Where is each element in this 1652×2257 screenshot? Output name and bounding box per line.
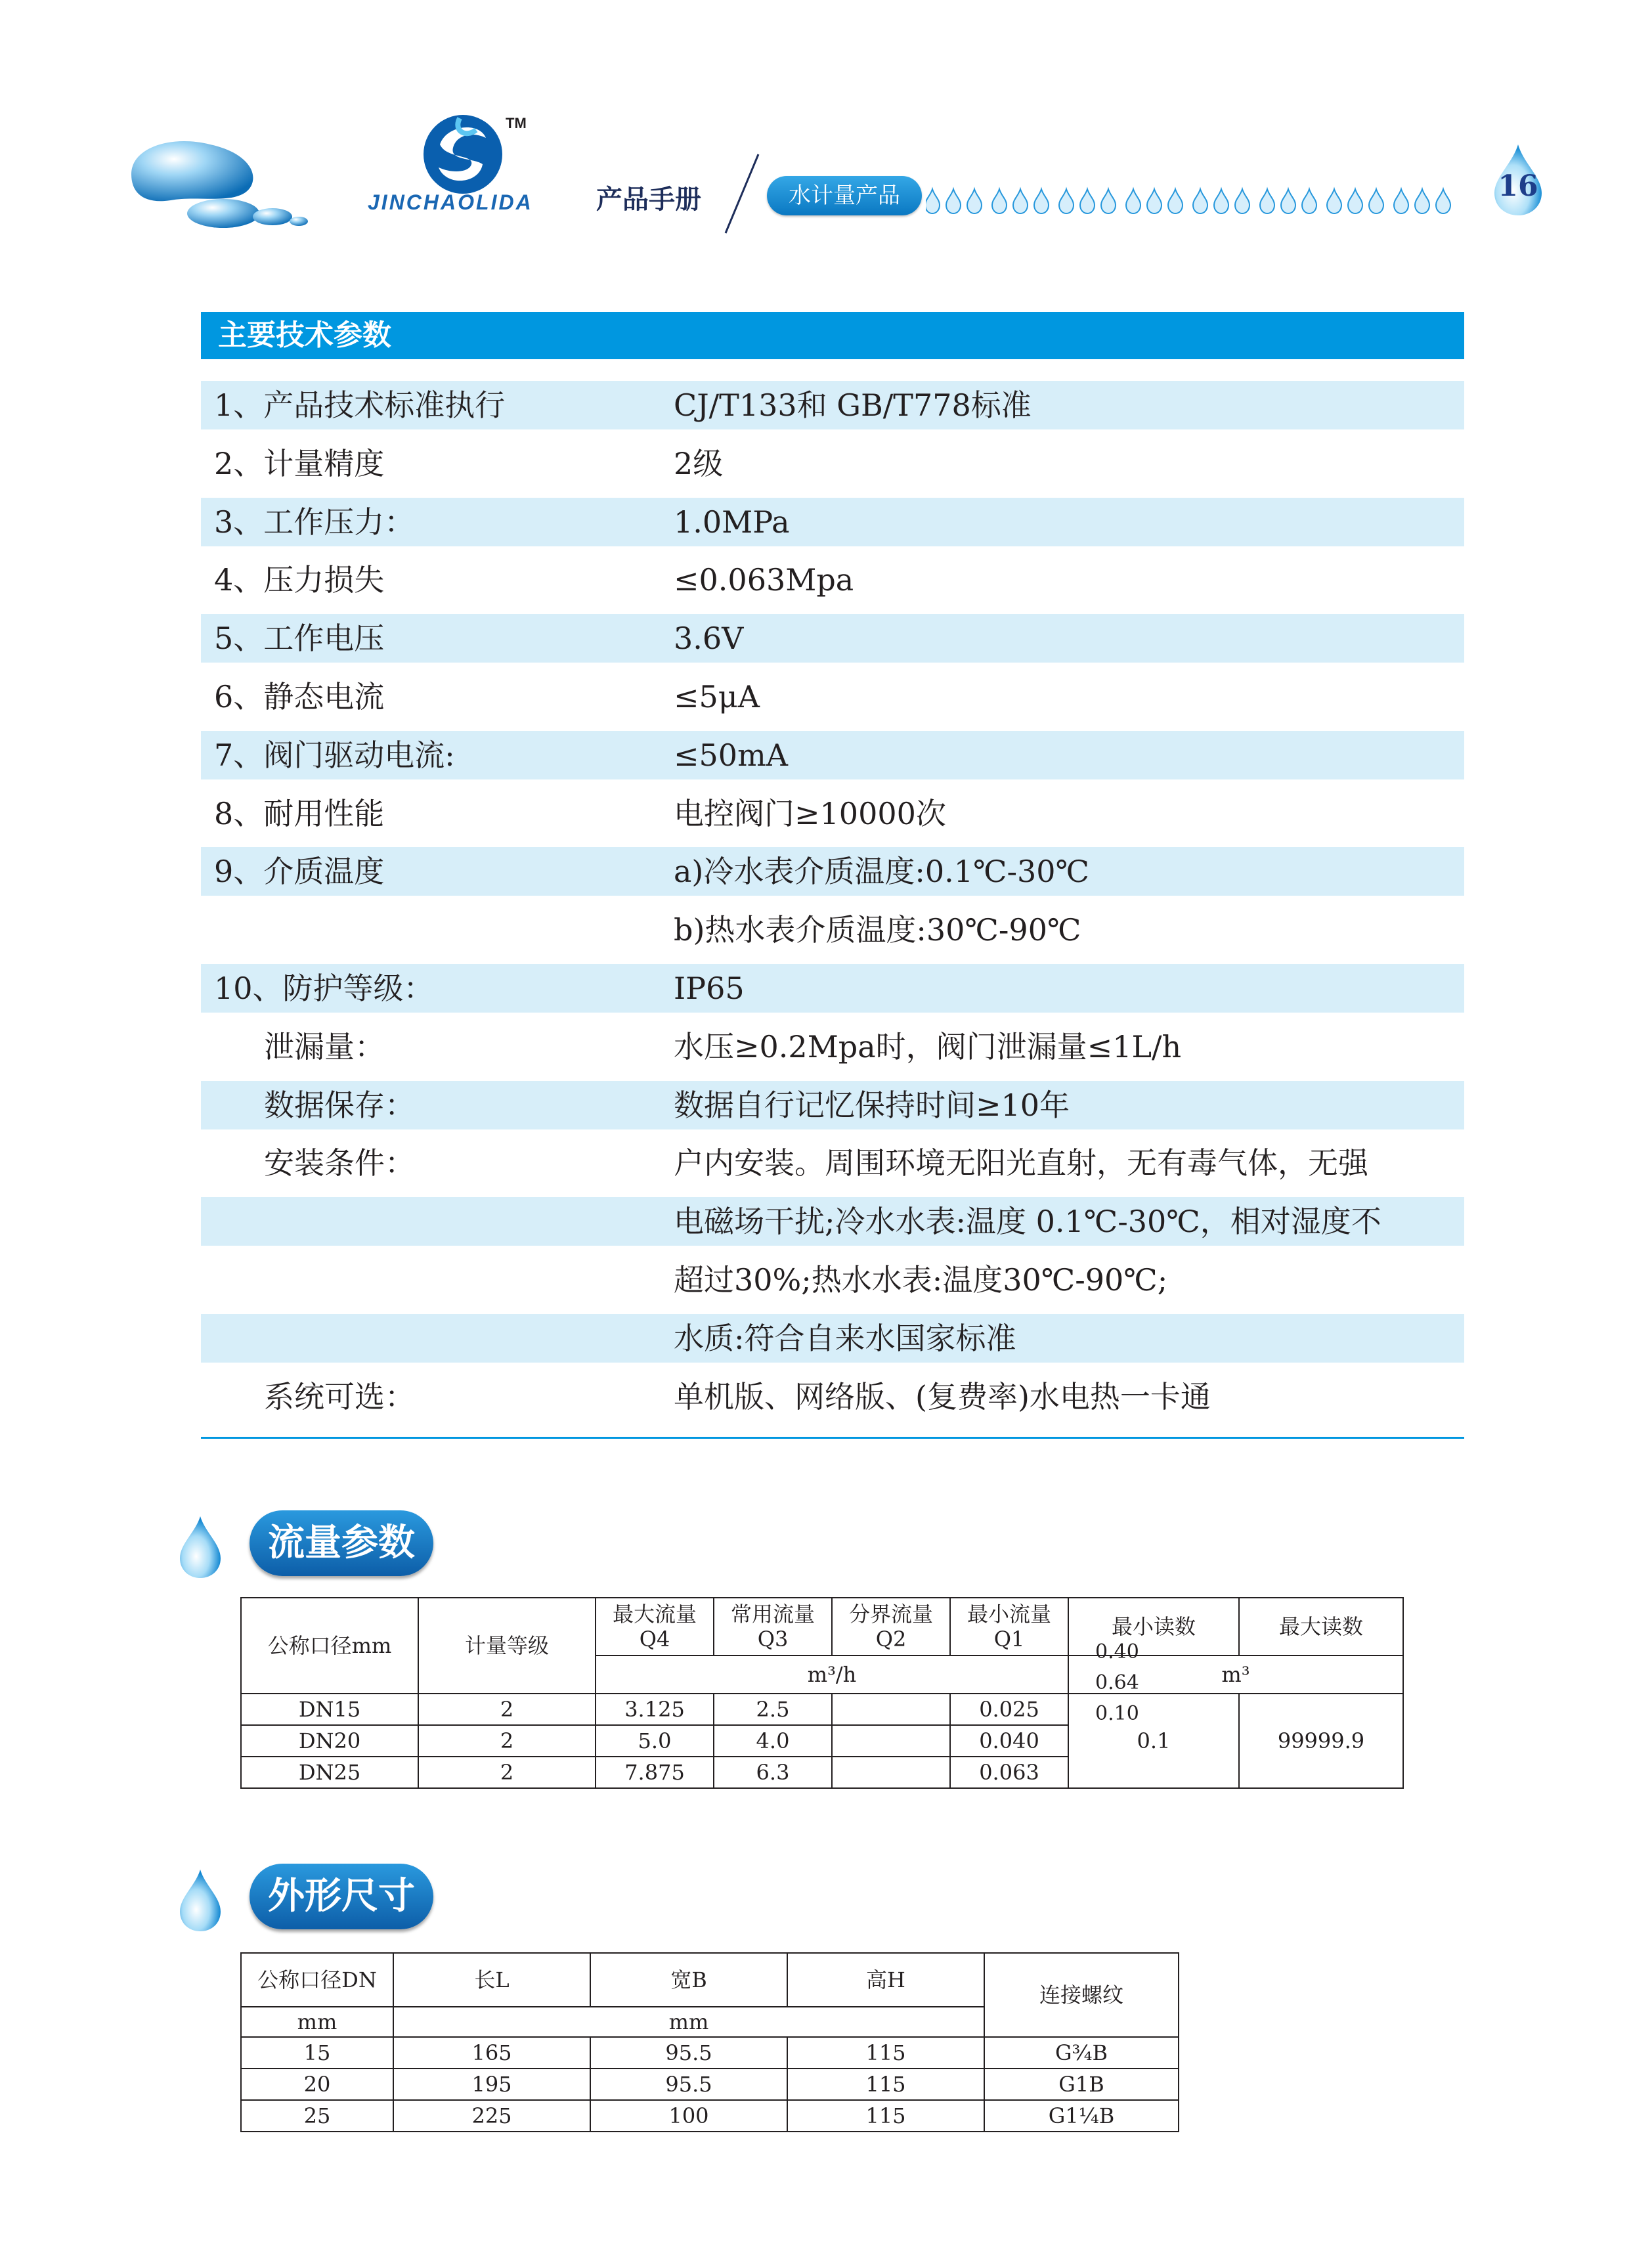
header-min-read: 最小读数: [1068, 1598, 1239, 1655]
cell-grade: 2: [418, 1694, 596, 1725]
spec-row: [201, 498, 1464, 546]
cell-grade: 2: [418, 1757, 596, 1788]
spec-value: ≤0.063Mpa: [674, 562, 854, 598]
cell-length: 225: [393, 2100, 590, 2132]
cell-q1: 0.063: [950, 1757, 1068, 1788]
cell-length: 195: [393, 2069, 590, 2100]
header-height: 高H: [787, 1953, 984, 2007]
cell-q2: [832, 1694, 950, 1725]
spec-value: 3.6V: [674, 621, 744, 657]
small-drop-icon: [1235, 189, 1250, 213]
small-drop-icon: [1168, 189, 1183, 213]
small-drop-icon: [967, 189, 982, 213]
dims-section-title: 外形尺寸: [250, 1864, 433, 1929]
jinchaolida-logo-icon: [420, 112, 506, 197]
stray-q2-value: 0.40: [1095, 1640, 1139, 1663]
header-divider: [722, 151, 762, 236]
spec-label: 5、工作电压: [214, 621, 385, 657]
spec-row: [201, 1139, 1464, 1187]
header-length: 长L: [393, 1953, 590, 2007]
cell-q1: 0.025: [950, 1694, 1068, 1725]
cell-thread: G1B: [984, 2069, 1179, 2100]
cell-dn: DN25: [241, 1757, 418, 1788]
unit-dn: mm: [241, 2007, 393, 2037]
stray-q2-value: 0.64: [1095, 1671, 1139, 1694]
spec-row: [201, 964, 1464, 1013]
spec-label: 2、计量精度: [214, 445, 385, 481]
spec-label: 8、耐用性能: [214, 795, 385, 831]
small-drop-icon: [926, 189, 940, 213]
brand-name: JINCHAOLIDA: [368, 190, 533, 214]
table-row: [241, 1694, 1403, 1725]
cell-q3: 6.3: [714, 1757, 832, 1788]
header-q1: 最小流量 Q1: [950, 1598, 1068, 1655]
header-q3: 常用流量 Q3: [714, 1598, 832, 1655]
trademark-mark: TM: [506, 115, 527, 131]
small-drop-icon: [1101, 189, 1116, 213]
spec-value: ≤50mA: [674, 737, 788, 773]
spec-value: 电磁场干扰;冷水水表:温度 0.1℃-30℃，相对湿度不: [674, 1204, 1381, 1240]
small-drop-icon: [1080, 189, 1095, 213]
small-drop-icon: [1034, 189, 1049, 213]
small-drop-icon: [1126, 189, 1141, 213]
spec-value: IP65: [674, 971, 745, 1006]
small-drop-icon: [1415, 189, 1429, 213]
spec-row: [201, 906, 1464, 954]
header-thread: 连接螺纹: [984, 1953, 1179, 2037]
small-drop-icon: [992, 189, 1007, 213]
spec-label: 10、防护等级：: [214, 971, 434, 1006]
header-dn: 公称口径DN: [241, 1953, 393, 2007]
spec-row: [201, 1081, 1464, 1129]
header-grade: 计量等级: [418, 1598, 596, 1694]
spec-value: a)冷水表介质温度:0.1℃-30℃: [674, 854, 1090, 890]
cell-height: 115: [787, 2069, 984, 2100]
spec-row: [201, 381, 1464, 429]
small-drop-icon: [1302, 189, 1316, 213]
cell-dn: DN15: [241, 1694, 418, 1725]
cell-q4: 5.0: [596, 1725, 714, 1757]
small-drop-icon: [1214, 189, 1228, 213]
spec-row: [201, 614, 1464, 663]
flow-section-drop-icon: [177, 1514, 223, 1579]
spec-value: 2级: [674, 445, 724, 481]
spec-value: CJ/T133和 GB/T778标准: [674, 387, 1032, 423]
small-drop-icon: [1369, 189, 1383, 213]
cell-dn: 20: [241, 2069, 393, 2100]
dims-table: [240, 1952, 1179, 2132]
cell-q2: [832, 1757, 950, 1788]
water-drops-decoration: [125, 135, 315, 240]
manual-title: 产品手册: [596, 185, 701, 215]
spec-row: [201, 789, 1464, 838]
header-width: 宽B: [590, 1953, 787, 2007]
drop-pattern-decoration: [926, 184, 1451, 217]
category-label: 水计量产品: [767, 176, 922, 215]
spec-value: 水压≥0.2Mpa时，阀门泄漏量≤1L/h: [674, 1028, 1182, 1064]
cell-width: 95.5: [590, 2069, 787, 2100]
cell-q4: 3.125: [596, 1694, 714, 1725]
cell-q3: 2.5: [714, 1694, 832, 1725]
reading-unit: m³: [1068, 1655, 1403, 1694]
spec-row: [201, 847, 1464, 896]
small-drop-icon: [1348, 189, 1362, 213]
small-drop-icon: [1394, 189, 1408, 213]
cell-q3: 4.0: [714, 1725, 832, 1757]
cell-grade: 2: [418, 1725, 596, 1757]
table-row: [241, 2100, 1179, 2132]
flow-table: [240, 1597, 1404, 1789]
cell-q1: 0.040: [950, 1725, 1068, 1757]
small-drop-icon: [1260, 189, 1274, 213]
small-drop-icon: [1281, 189, 1295, 213]
spec-row: [201, 672, 1464, 721]
cell-dn: DN20: [241, 1725, 418, 1757]
dims-section-drop-icon: [177, 1867, 223, 1933]
header-max-read: 最大读数: [1239, 1598, 1403, 1655]
unit-dims: mm: [393, 2007, 984, 2037]
cell-length: 165: [393, 2037, 590, 2069]
table-row: [241, 2069, 1179, 2100]
spec-value: 水质:符合自来水国家标准: [674, 1320, 1016, 1356]
table-row: [241, 2037, 1179, 2069]
header-dn: 公称口径mm: [241, 1598, 418, 1694]
cell-thread: G¾B: [984, 2037, 1179, 2069]
specs-bottom-rule: [201, 1437, 1464, 1439]
cell-dn: 15: [241, 2037, 393, 2069]
spec-value: 数据自行记忆保持时间≥10年: [674, 1087, 1070, 1123]
cell-thread: G1¼B: [984, 2100, 1179, 2132]
spec-label: 系统可选：: [264, 1378, 415, 1414]
cell-height: 115: [787, 2037, 984, 2069]
small-drop-icon: [1193, 189, 1207, 213]
spec-row: [201, 1314, 1464, 1363]
spec-row: [201, 439, 1464, 488]
small-drop-icon: [1436, 189, 1450, 213]
specs-title: 主要技术参数: [201, 312, 1464, 359]
spec-value: ≤5μA: [674, 679, 760, 714]
spec-label: 3、工作压力：: [214, 504, 415, 540]
spec-row: [201, 1256, 1464, 1304]
spec-value: 1.0MPa: [674, 504, 790, 540]
cell-min-read: 0.1: [1068, 1694, 1239, 1788]
spec-value: b)热水表介质温度:30℃-90℃: [674, 912, 1081, 948]
spec-label: 4、压力损失: [214, 562, 385, 598]
small-drop-icon: [1327, 189, 1341, 213]
spec-label: 安装条件：: [264, 1145, 415, 1181]
spec-label: 1、产品技术标准执行: [214, 387, 506, 423]
cell-q4: 7.875: [596, 1757, 714, 1788]
cell-height: 115: [787, 2100, 984, 2132]
header-q2: 分界流量 Q2: [832, 1598, 950, 1655]
spec-label: 7、阀门驱动电流:: [214, 737, 455, 773]
spec-row: [201, 1022, 1464, 1071]
cell-width: 95.5: [590, 2037, 787, 2069]
stray-q2-value: 0.10: [1095, 1702, 1139, 1725]
spec-label: 6、静态电流: [214, 679, 385, 714]
spec-row: [201, 556, 1464, 604]
small-drop-icon: [1147, 189, 1162, 213]
spec-label: 9、介质温度: [214, 854, 385, 890]
spec-value: 超过30%;热水水表:温度30℃-90℃;: [674, 1262, 1168, 1298]
small-drop-icon: [1013, 189, 1028, 213]
cell-width: 100: [590, 2100, 787, 2132]
spec-label: 数据保存：: [264, 1087, 415, 1123]
cell-max-read: 99999.9: [1239, 1694, 1403, 1788]
flow-section-title: 流量参数: [250, 1510, 433, 1576]
flow-unit: m³/h: [596, 1655, 1068, 1694]
small-drop-icon: [1059, 189, 1074, 213]
spec-row: [201, 731, 1464, 779]
cell-q2: [832, 1725, 950, 1757]
spec-row: [201, 1197, 1464, 1246]
header-q4: 最大流量 Q4: [596, 1598, 714, 1655]
cell-dn: 25: [241, 2100, 393, 2132]
small-drop-icon: [946, 189, 961, 213]
spec-value: 单机版、网络版、(复费率)水电热一卡通: [674, 1378, 1211, 1414]
spec-value: 户内安装。周围环境无阳光直射，无有毒气体，无强: [674, 1145, 1368, 1181]
spec-value: 电控阀门≥10000次: [674, 795, 946, 831]
spec-label: 泄漏量：: [264, 1028, 385, 1064]
page-number: 16: [1498, 169, 1538, 203]
spec-row: [201, 1372, 1464, 1421]
